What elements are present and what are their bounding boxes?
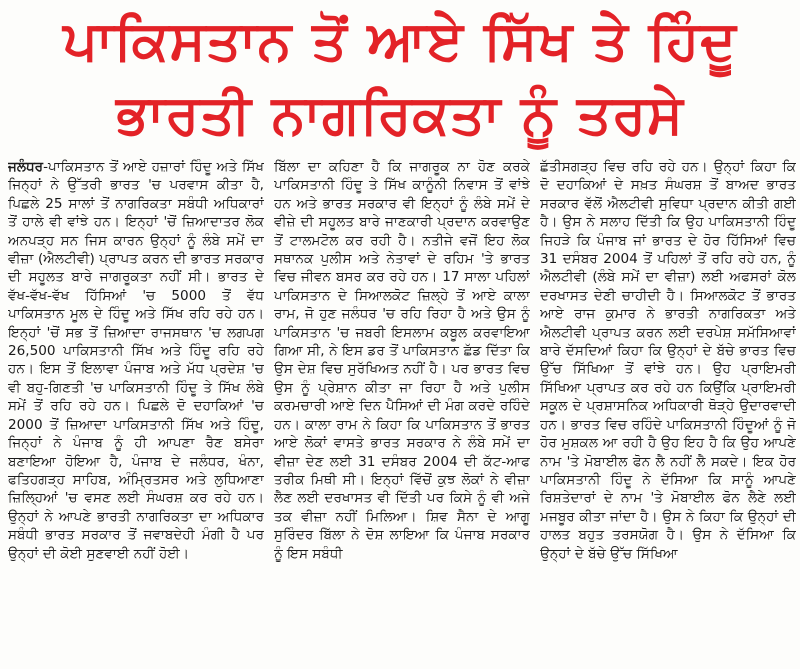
column-3-text: ਛੱਤੀਸਗੜ੍ਹ ਵਿਚ ਰਹਿ ਰਹੇ ਹਨ। ਉਨ੍ਹਾਂ ਕਿਹਾ ਕਿ ਦੋ ਦਹਾਕਿਆਂ ਦੇ ਸਖ਼ਤ ਸੰਘਰਸ਼ ਤੋਂ ਬਾਅਦ ਭਾਰਤ ਸਰਕਾਰ ਵੱਲੋਂ ਐਲਟੀਵੀ ਸੁਵਿਧਾ ਪ੍ਰਦਾਨ ਕੀਤੀ ਗਈ ਹੈ। ਉਸ ਨੇ ਸਲਾਹ ਦਿੱਤੀ ਕਿ ਉਹ ਪਾਕਿਸਤਾਨੀ ਹਿੰਦੂ ਜਿਹੜੇ ਕਿ ਪੰਜਾਬ ਜਾਂ ਭਾਰਤ ਦੇ ਹੋਰ ਹਿੱਸਿਆਂ ਵਿਚ 31 ਦਸੰਬਰ 2004 ਤੋਂ ਪਹਿਲਾਂ ਤੋਂ ਰਹਿ ਰਹੇ ਹਨ, ਨੂੰ ਐਲਟੀਵੀ (ਲੰਬੇ ਸਮੇਂ ਦਾ ਵੀਜ਼ਾ) ਲਈ ਅਫਸਰਾਂ ਕੋਲ ਦਰਖਾਸਤ ਦੇਣੀ ਚਾਹੀਦੀ ਹੈ। ਸਿਆਲਕੋਟ ਤੋਂ ਭਾਰਤ ਆਏ ਰਾਜ ਕੁਮਾਰ ਨੇ ਭਾਰਤੀ ਨਾਗਰਿਕਤਾ ਅਤੇ ਐਲਟੀਵੀ ਪ੍ਰਾਪਤ ਕਰਨ ਲਈ ਦਰਪੇਸ਼ ਸਮੱਸਿਆਵਾਂ ਬਾਰੇ ਦੱਸਦਿਆਂ ਕਿਹਾ ਕਿ ਉਨ੍ਹਾਂ ਦੇ ਬੱਚੇ ਭਾਰਤ ਵਿਚ ਉੱਚ ਸਿੱਖਿਆ ਤੋਂ ਵਾਂਝੇ ਹਨ। ਉਹ ਪ੍ਰਾਇਮਰੀ ਸਿੱਖਿਆ ਪ੍ਰਾਪਤ ਕਰ ਰਹੇ ਹਨ ਕਿਉਂਕਿ ਪ੍ਰਾਇਮਰੀ ਸਕੂਲ ਦੇ ਪ੍ਰਸ਼ਾਸਨਿਕ ਅਧਿਕਾਰੀ ਥੋੜ੍ਹੇ ਉਦਾਰਵਾਦੀ ਹਨ। ਭਾਰਤ ਵਿਚ ਰਹਿੰਦੇ ਪਾਕਿਸਤਾਨੀ ਹਿੰਦੂਆਂ ਨੂੰ ਜੋ ਹੋਰ ਮੁਸ਼ਕਲ ਆ ਰਹੀ ਹੈ ਉਹ ਇਹ ਹੈ ਕਿ ਉਹ ਆਪਣੇ ਨਾਮ 'ਤੇ ਮੋਬਾਈਲ ਫੋਨ ਲੈ ਨਹੀਂ ਲੈ ਸਕਦੇ। ਇਕ ਹੋਰ ਪਾਕਿਸਤਾਨੀ ਹਿੰਦੂ ਨੇ ਦੱਸਿਆ ਕਿ ਸਾਨੂੰ ਆਪਣੇ ਰਿਸ਼ਤੇਦਾਰਾਂ ਦੇ ਨਾਮ 'ਤੇ ਮੋਬਾਈਲ ਫੋਨ ਲੈਣੇ ਲਈ ਮਜਬੂਰ ਕੀਤਾ ਜਾਂਦਾ ਹੈ। ਉਸ ਨੇ ਕਿਹਾ ਕਿ ਉਨ੍ਹਾਂ ਦੀ ਹਾਲਤ ਬਹੁਤ ਤਰਸਯੋਗ ਹੈ। ਉਸ ਨੇ ਦੱਸਿਆ ਕਿ ਉਨ੍ਹਾਂ ਦੇ ਬੱਚੇ ਉੱਚ ਸਿੱਖਿਆ [540, 159, 796, 562]
headline [0, 4, 800, 152]
article-paragraph-1 [8, 158, 264, 563]
article-column-3 [540, 158, 796, 666]
headline-line-1: ਪਾਕਿਸਤਾਨ ਤੋਂ ਆਏ ਸਿੱਖ ਤੇ ਹਿੰਦੂ [63, 9, 737, 72]
article-body [8, 158, 796, 666]
headline-line-2: ਭਾਰਤੀ ਨਾਗਰਿਕਤਾ ਨੂੰ ਤਰਸੇ [116, 83, 684, 146]
column-2-text: ਬਿੱਲਾ ਦਾ ਕਹਿਣਾ ਹੈ ਕਿ ਜਾਗਰੂਕ ਨਾ ਹੋਣ ਕਰਕੇ ਪਾਕਿਸਤਾਨੀ ਹਿੰਦੂ ਤੇ ਸਿੱਖ ਕਾਨੂੰਨੀ ਨਿਵਾਸ ਤੋਂ ਵਾਂਝੇ ਹਨ ਅਤੇ ਭਾਰਤ ਸਰਕਾਰ ਵੀ ਇਨ੍ਹਾਂ ਨੂੰ ਲੰਬੇ ਸਮੇਂ ਦੇ ਵੀਜ਼ੇ ਦੀ ਸਹੂਲਤ ਬਾਰੇ ਜਾਣਕਾਰੀ ਪ੍ਰਦਾਨ ਕਰਵਾਉਣ ਤੋਂ ਟਾਲਮਟੋਲ ਕਰ ਰਹੀ ਹੈ। ਨਤੀਜੇ ਵਜੋਂ ਇਹ ਲੋਕ ਸਥਾਨਕ ਪੁਲੀਸ ਅਤੇ ਨੇਤਾਵਾਂ ਦੇ ਰਹਿਮ 'ਤੇ ਭਾਰਤ ਵਿਚ ਜੀਵਨ ਬਸਰ ਕਰ ਰਹੇ ਹਨ। 17 ਸਾਲਾ ਪਹਿਲਾਂ ਪਾਕਿਸਤਾਨ ਦੇ ਸਿਆਲਕੋਟ ਜ਼ਿਲ੍ਹੇ ਤੋਂ ਆਏ ਕਾਲਾ ਰਾਮ, ਜੋ ਹੁਣ ਜਲੰਧਰ 'ਚ ਰਹਿ ਰਿਹਾ ਹੈ ਅਤੇ ਉਸ ਨੂੰ ਪਾਕਿਸਤਾਨ 'ਚ ਜਬਰੀ ਇਸਲਾਮ ਕਬੂਲ ਕਰਵਾਇਆ ਗਿਆ ਸੀ, ਨੇ ਇਸ ਡਰ ਤੋਂ ਪਾਕਿਸਤਾਨ ਛੱਡ ਦਿੱਤਾ ਕਿ ਉਸ ਦੇਸ਼ ਵਿਚ ਸੁਰੱਖਿਅਤ ਨਹੀਂ ਹੈ। ਪਰ ਭਾਰਤ ਵਿਚ ਉਸ ਨੂੰ ਪ੍ਰੇਸ਼ਾਨ ਕੀਤਾ ਜਾ ਰਿਹਾ ਹੈ ਅਤੇ ਪੁਲੀਸ ਕਰਮਚਾਰੀ ਆਏ ਦਿਨ ਪੈਸਿਆਂ ਦੀ ਮੰਗ ਕਰਦੇ ਰਹਿੰਦੇ ਹਨ। ਕਾਲਾ ਰਾਮ ਨੇ ਕਿਹਾ ਕਿ ਪਾਕਿਸਤਾਨ ਤੋਂ ਭਾਰਤ ਆਏ ਲੋਕਾਂ ਵਾਸਤੇ ਭਾਰਤ ਸਰਕਾਰ ਨੇ ਲੰਬੇ ਸਮੇਂ ਦਾ ਵੀਜ਼ਾ ਦੇਣ ਲਈ 31 ਦਸੰਬਰ 2004 ਦੀ ਕੱਟ-ਆਫ ਤਰੀਕ ਮਿਥੀ ਸੀ। ਇਨ੍ਹਾਂ ਵਿੱਚੋਂ ਕੁਝ ਲੋਕਾਂ ਨੇ ਵੀਜ਼ਾ ਲੈਣ ਲਈ ਦਰਖਾਸਤ ਵੀ ਦਿੱਤੀ ਪਰ ਕਿਸੇ ਨੂੰ ਵੀ ਅਜੇ ਤਕ ਵੀਜ਼ਾ ਨਹੀਂ ਮਿਲਿਆ। ਸ਼ਿਵ ਸੈਨਾ ਦੇ ਆਗੂ ਸੁਰਿੰਦਰ ਬਿੱਲਾ ਨੇ ਦੋਸ਼ ਲਾਇਆ ਕਿ ਪੰਜਾਬ ਸਰਕਾਰ ਨੂੰ ਇਸ ਸਬੰਧੀ [274, 159, 530, 562]
column-1-text: -ਪਾਕਿਸਤਾਨ ਤੋਂ ਆਏ ਹਜ਼ਾਰਾਂ ਹਿੰਦੂ ਅਤੇ ਸਿੱਖ ਜਿਨ੍ਹਾਂ ਨੇ ਉੱਤਰੀ ਭਾਰਤ 'ਚ ਪਰਵਾਸ ਕੀਤਾ ਹੈ, ਪਿਛਲੇ 25 ਸਾਲਾਂ ਤੋਂ ਨਾਗਰਿਕਤਾ ਸਬੰਧੀ ਅਧਿਕਾਰਾਂ ਤੋਂ ਹਾਲੇ ਵੀ ਵਾਂਝੇ ਹਨ। ਇਨ੍ਹਾਂ 'ਚੋਂ ਜ਼ਿਆਦਾਤਰ ਲੋਕ ਅਨਪੜ੍ਹ ਸਨ ਜਿਸ ਕਾਰਨ ਉਨ੍ਹਾਂ ਨੂੰ ਲੰਬੇ ਸਮੇਂ ਦਾ ਵੀਜ਼ਾ (ਐਲਟੀਵੀ) ਪ੍ਰਾਪਤ ਕਰਨ ਦੀ ਭਾਰਤ ਸਰਕਾਰ ਦੀ ਸਹੂਲਤ ਬਾਰੇ ਜਾਗਰੂਕਤਾ ਨਹੀਂ ਸੀ। ਭਾਰਤ ਦੇ ਵੱਖ-ਵੱਖ-ਵੱਖ ਹਿੱਸਿਆਂ 'ਚ 5000 ਤੋਂ ਵੱਧ ਪਾਕਿਸਤਾਨ ਮੂਲ ਦੇ ਹਿੰਦੂ ਅਤੇ ਸਿੱਖ ਰਹਿ ਰਹੇ ਹਨ। ਇਨ੍ਹਾਂ 'ਚੋਂ ਸਭ ਤੋਂ ਜ਼ਿਆਦਾ ਰਾਜਸਥਾਨ 'ਚ ਲਗਪਗ 26,500 ਪਾਕਿਸਤਾਨੀ ਸਿੱਖ ਅਤੇ ਹਿੰਦੂ ਰਹਿ ਰਹੇ ਹਨ। ਇਸ ਤੋਂ ਇਲਾਵਾ ਪੰਜਾਬ ਅਤੇ ਮੱਧ ਪ੍ਰਦੇਸ਼ 'ਚ ਵੀ ਬਹੁ-ਗਿਣਤੀ 'ਚ ਪਾਕਿਸਤਾਨੀ ਹਿੰਦੂ ਤੇ ਸਿੱਖ ਲੰਬੇ ਸਮੇਂ ਤੋਂ ਰਹਿ ਰਹੇ ਹਨ। ਪਿਛਲੇ ਦੋ ਦਹਾਕਿਆਂ 'ਚ 2000 ਤੋਂ ਜ਼ਿਆਦਾ ਪਾਕਿਸਤਾਨੀ ਸਿੱਖ ਅਤੇ ਹਿੰਦੂ, ਜਿਨ੍ਹਾਂ ਨੇ ਪੰਜਾਬ ਨੂੰ ਹੀ ਆਪਣਾ ਰੈਣ ਬਸੇਰਾ ਬਣਾਇਆ ਹੋਇਆ ਹੈ, ਪੰਜਾਬ ਦੇ ਜਲੰਧਰ, ਖੰਨਾ, ਫਤਿਹਗੜ੍ਹ ਸਾਹਿਬ, ਅੰਮ੍ਰਿਤਸਰ ਅਤੇ ਲੁਧਿਆਣਾ ਜ਼ਿਲ੍ਹਿਆਂ 'ਚ ਵਸਣ ਲਈ ਸੰਘਰਸ਼ ਕਰ ਰਹੇ ਹਨ। ਉਨ੍ਹਾਂ ਨੇ ਆਪਣੇ ਭਾਰਤੀ ਨਾਗਰਿਕਤਾ ਦਾ ਅਧਿਕਾਰ ਸਬੰਧੀ ਭਾਰਤ ਸਰਕਾਰ ਤੋਂ ਜਵਾਬਦੇਹੀ ਮੰਗੀ ਹੈ ਪਰ ਉਨ੍ਹਾਂ ਦੀ ਕੋਈ ਸੁਣਵਾਈ ਨਹੀਂ ਹੋਈ। [8, 159, 264, 562]
article-column-1 [8, 158, 264, 666]
article-column-2 [274, 158, 530, 666]
dateline: ਜਲੰਧਰ [8, 159, 44, 175]
